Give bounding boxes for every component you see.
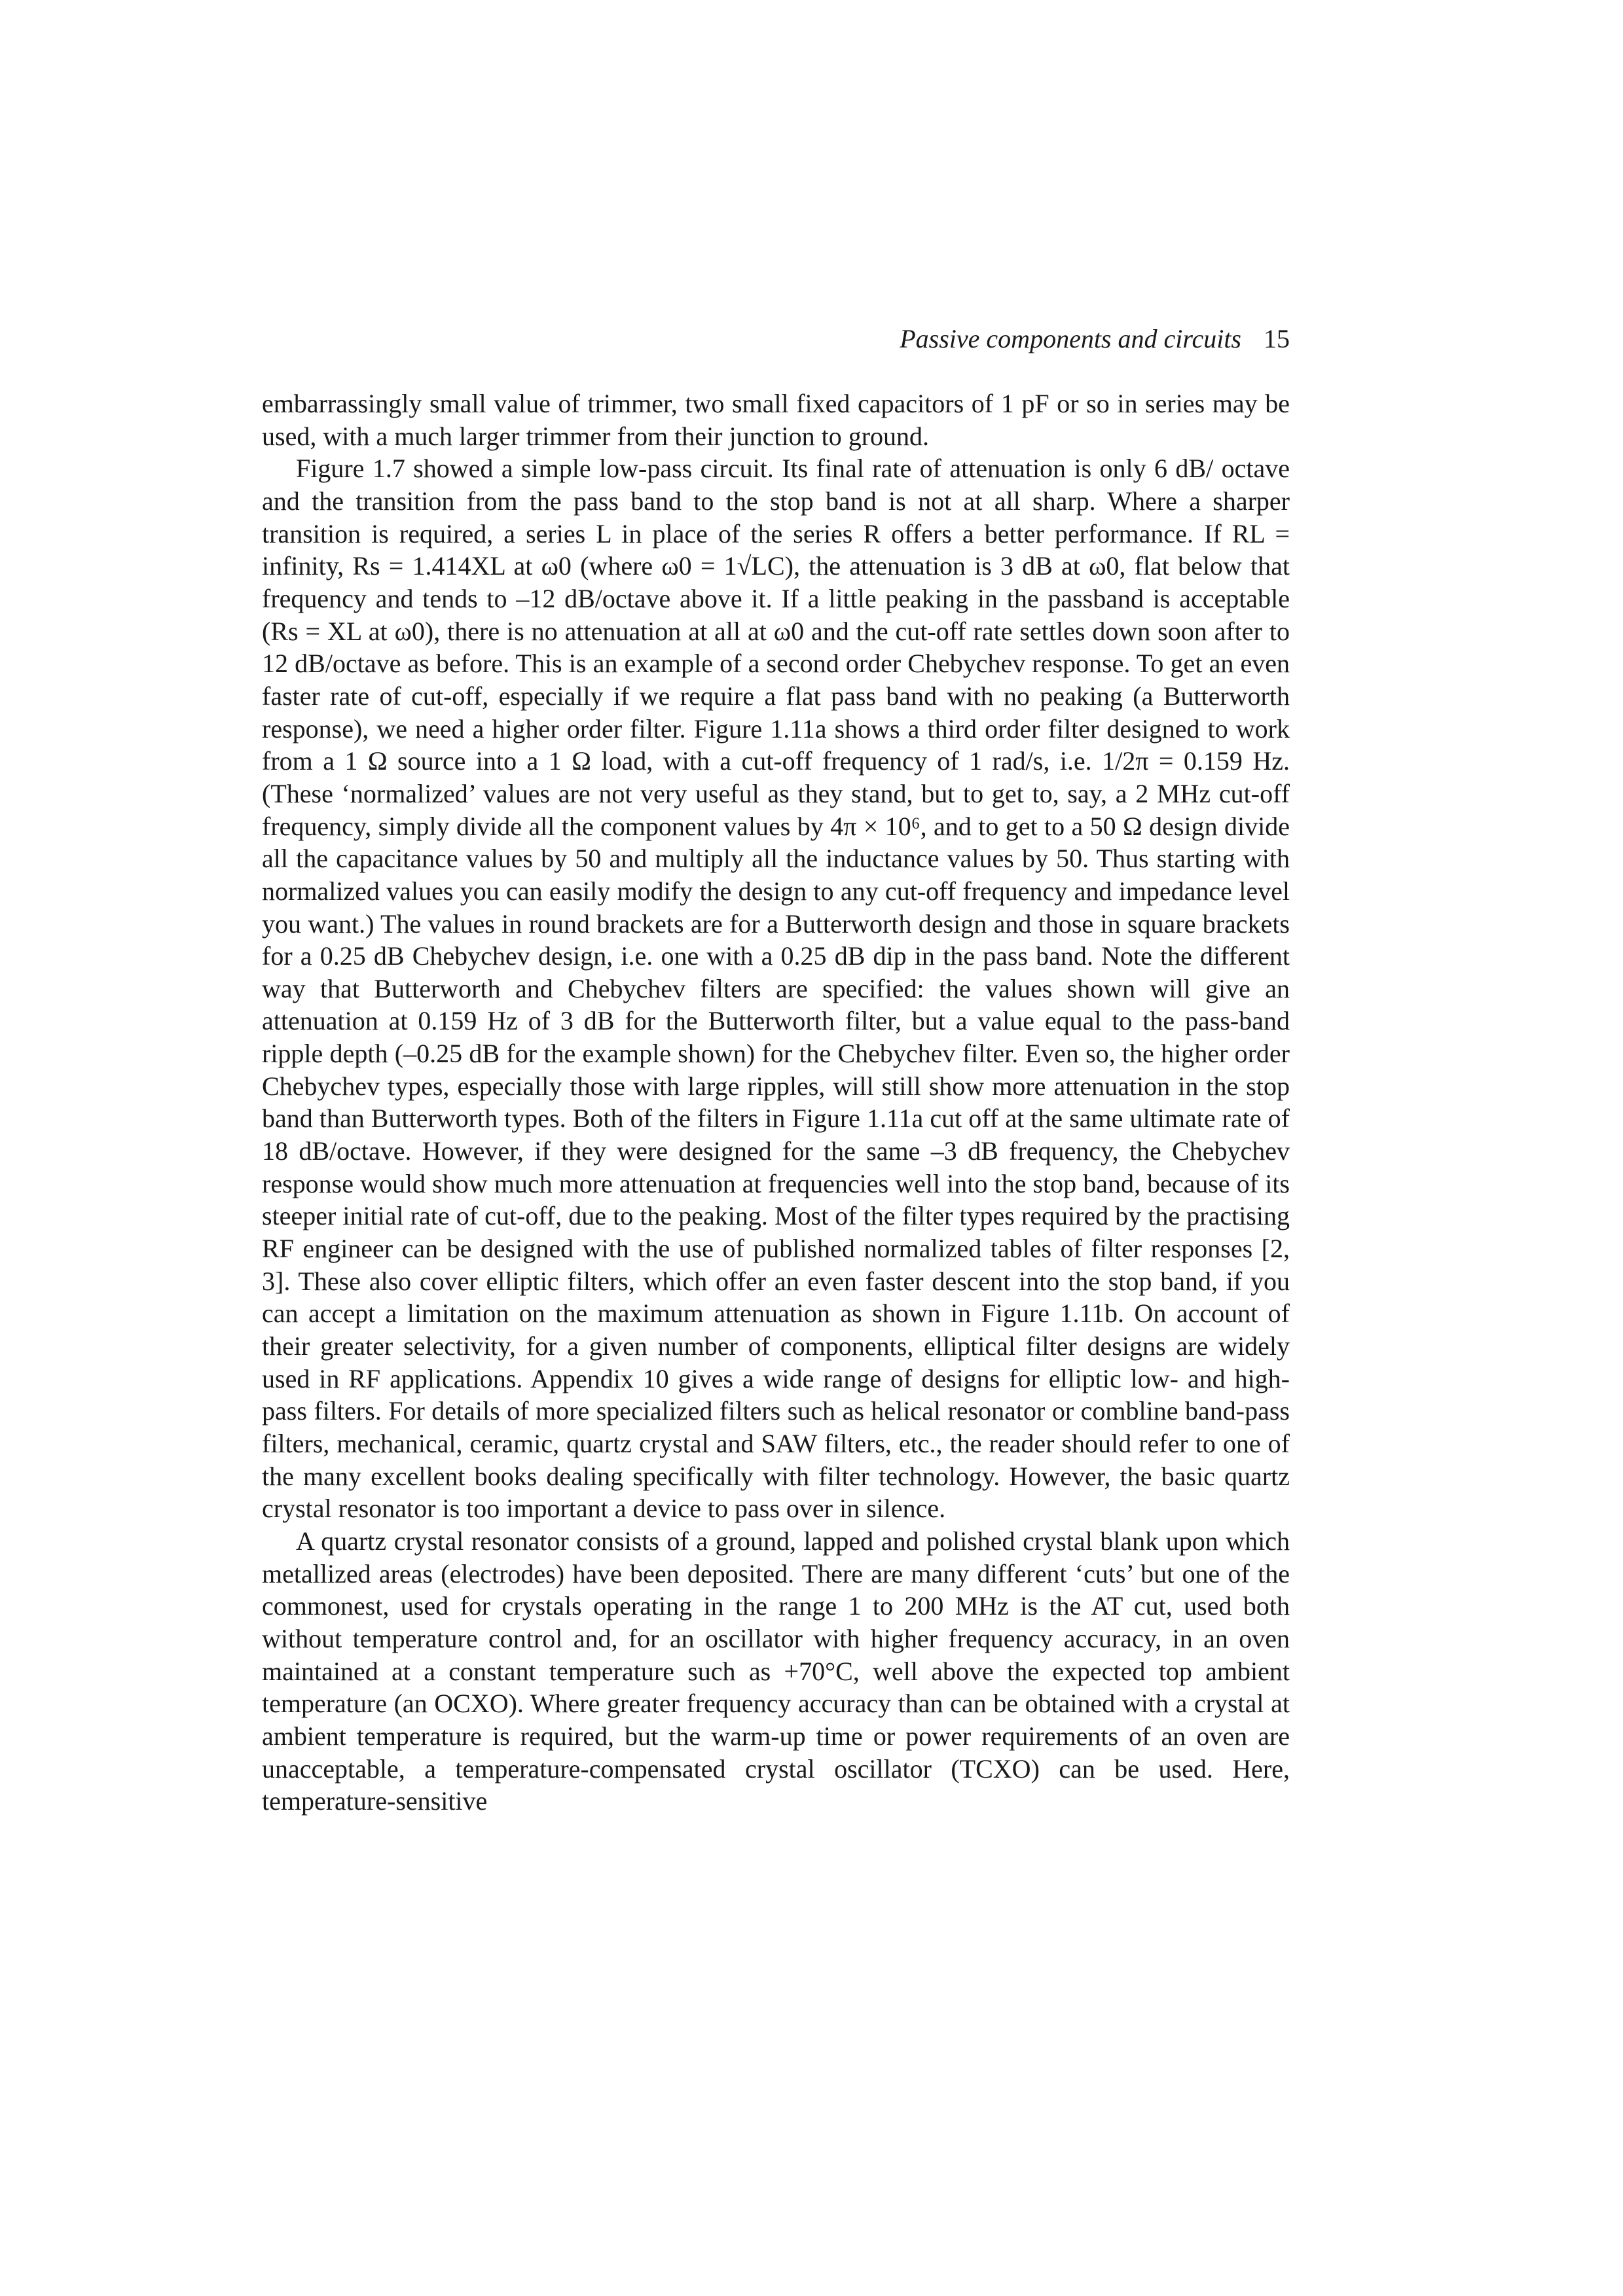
paragraph-lowpass-filters: Figure 1.7 showed a simple low-pass circuit. Its final rate of attenuation is only 6 dB/ octave and the transition from the pass band to the stop band is not at all sharp. Where a sharper transition is required, a series L in place of the series R offers a better performance. If RL = infinity, Rs = 1.414XL at ω0 (where ω0 = 1√LC), the attenuation is 3 dB at ω0, flat below that frequency and tends to –12 dB/octave above it. If a little peaking in the passband is acceptable (Rs = XL at ω0), there is no attenuation at all at ω0 and the cut-off rate settles down soon after to 12 dB/octave as before. This is an example of a second order Chebychev response. To get an even faster rate of cut-off, especially if we require a flat pass band with no peaking (a Butterworth response), we need a higher order filter. Figure 1.11a shows a third order filter designed to work from a 1 Ω source into a 1 Ω load, with a cut-off frequency of 1 rad/s, i.e. 1/2π = 0.159 Hz. (These ‘normalized’ values are not very useful as they stand, but to get to, say, a 2 MHz cut-off frequency, simply divide all the component values by 4π × 10⁶, and to get to a 50 Ω design divide all the capacitance values by 50 and multiply all the inductance values by 50. Thus starting with normalized values you can easily modify the design to any cut-off frequency and impedance level you want.) The values in round brackets are for a Butterworth design and those in square brackets for a 0.25 dB Chebychev design, i.e. one with a 0.25 dB dip in the pass band. Note the different way that Butterworth and Chebychev filters are specified: the values shown will give an attenuation at 0.159 Hz of 3 dB for the Butterworth filter, but a value equal to the pass-band ripple depth (–0.25 dB for the example shown) for the Chebychev filter. Even so, the higher order Chebychev types, especially those with large ripples, will still show more attenuation in the stop band than Butterworth types. Both of the filters in Figure 1.11a cut off at the same ultimate rate of 18 dB/octave. However, if they were designed for the same –3 dB frequency, the Chebychev response would show much more attenuation at frequencies well into the stop band, because of its steeper initial rate of cut-off, due to the peaking. Most of the filter types required by the practising RF engineer can be designed with the use of published normalized tables of filter responses [2, 3]. These also cover elliptic filters, which offer an even faster descent into the stop band, if you can accept a limitation on the maximum attenuation as shown in Figure 1.11b. On account of their greater selectivity, for a given number of components, elliptical filter designs are widely used in RF applications. Appendix 10 gives a wide range of designs for elliptic low- and high-pass filters. For details of more specialized filters such as helical resonator or combline band-pass filters, mechanical, ceramic, quartz crystal and SAW filters, etc., the reader should refer to one of the many excellent books dealing specifically with filter technology. However, the basic quartz crystal resonator is too important a device to pass over in silence. <box>262 454 1290 1524</box>
running-title: Passive components and circuits <box>900 324 1241 353</box>
running-header <box>262 321 1290 357</box>
paragraph-continued: embarrassingly small value of trimmer, two small fixed capacitors of 1 pF or so in series may be used, with a much larger trimmer from their junction to ground. <box>262 389 1290 451</box>
page-number: 15 <box>1264 324 1290 353</box>
paragraph-quartz-crystal: A quartz crystal resonator consists of a ground, lapped and polished crystal blank upon which metallized areas (electrodes) have been deposited. There are many different ‘cuts’ but one of the commonest, used for crystals operating in the range 1 to 200 MHz is the AT cut, used both without temperature control and, for an oscillator with higher frequency accuracy, in an oven maintained at a constant temperature such as +70°C, well above the expected top ambient temperature (an OCXO). Where greater frequency accuracy than can be obtained with a crystal at ambient temperature is required, but the warm-up time or power requirements of an oven are unacceptable, a temperature-compensated crystal oscillator (TCXO) can be used. Here, temperature-sensitive <box>262 1526 1290 1816</box>
body-text <box>262 387 1290 1818</box>
